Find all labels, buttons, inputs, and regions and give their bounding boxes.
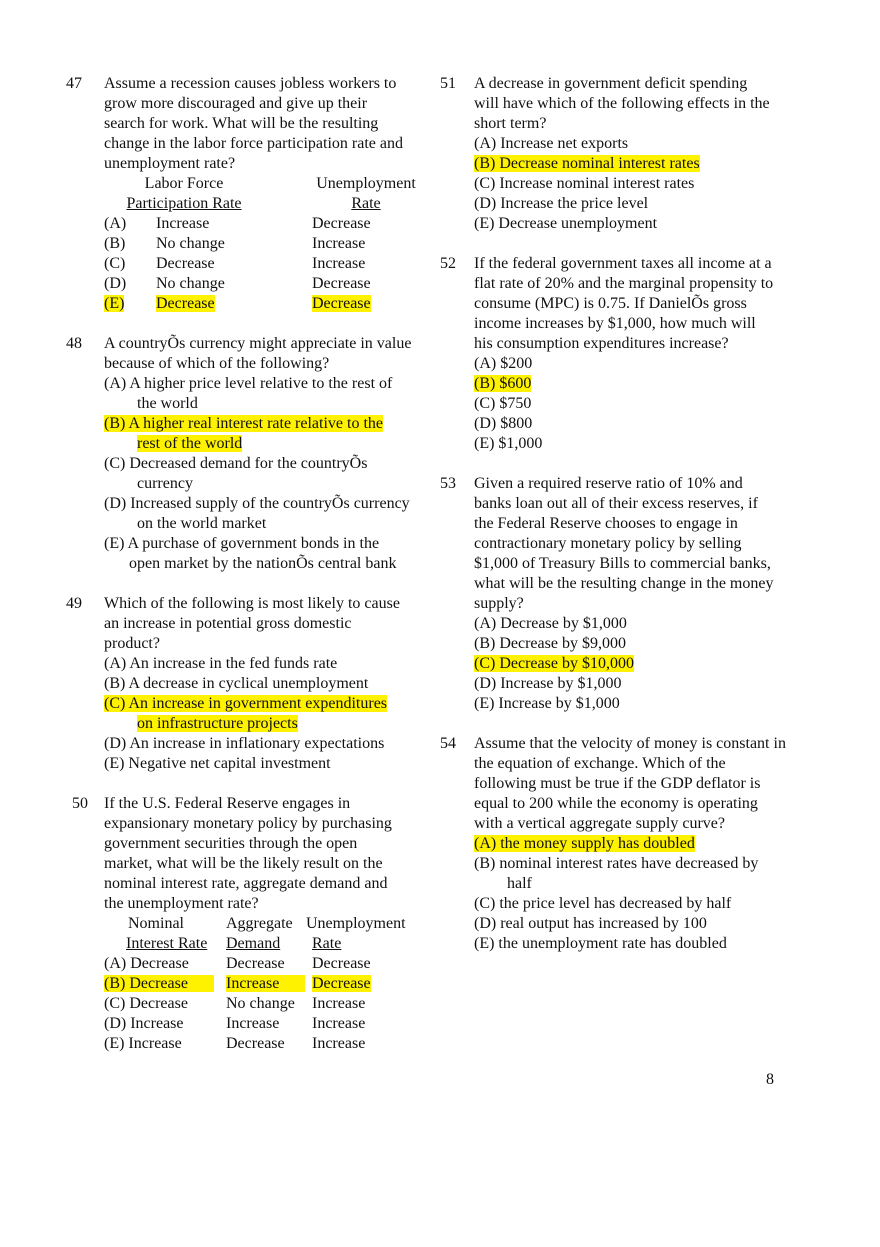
option-a[interactable]: (A) Decrease by $1,000 bbox=[474, 615, 627, 632]
option-a[interactable]: (A) Increase net exports bbox=[474, 135, 629, 152]
option-b[interactable]: (B) A decrease in cyclical unemployment bbox=[104, 675, 369, 692]
option-c-correct[interactable]: (C) An increase in government expenditures on infrastructure projects bbox=[104, 695, 388, 732]
option-e[interactable]: (E) A purchase of government bonds in the open market by the nationÕs central bank bbox=[104, 535, 397, 572]
stem-line: will have which of the following effects in the bbox=[474, 95, 770, 112]
cell: Increase bbox=[226, 1015, 280, 1032]
cell: Decrease bbox=[312, 975, 371, 992]
option-c[interactable]: (C) the price level has decreased by half bbox=[474, 895, 732, 912]
cell: Increase bbox=[156, 215, 210, 232]
answer-table bbox=[104, 174, 444, 314]
question-53 bbox=[438, 474, 818, 714]
table-row-correct[interactable] bbox=[104, 294, 444, 314]
option-b-correct[interactable]: (B) A higher real interest rate relative to the rest of the world bbox=[104, 415, 383, 452]
table-row[interactable] bbox=[104, 1014, 444, 1034]
stem-line: If the U.S. Federal Reserve engages in bbox=[104, 795, 351, 812]
column-header: Nominal bbox=[128, 915, 184, 932]
cell: Decrease bbox=[312, 955, 371, 972]
stem-line: with a vertical aggregate supply curve? bbox=[474, 815, 725, 832]
stem-line: Assume that the velocity of money is constant in bbox=[474, 735, 786, 752]
option-d[interactable]: (D) An increase in inflationary expectations bbox=[104, 735, 385, 752]
table-row[interactable] bbox=[104, 994, 444, 1014]
stem-line: Which of the following is most likely to cause bbox=[104, 595, 400, 612]
table-row[interactable] bbox=[104, 214, 444, 234]
stem-line: unemployment rate? bbox=[104, 155, 236, 172]
stem-line: A decrease in government deficit spending bbox=[474, 75, 748, 92]
option-c-correct[interactable]: (C) Decrease by $10,000 bbox=[474, 655, 634, 672]
option-a[interactable]: (A) A higher price level relative to the rest of the world bbox=[104, 375, 393, 412]
cell: Increase bbox=[312, 1035, 366, 1052]
table-row[interactable] bbox=[104, 954, 444, 974]
left-column bbox=[64, 74, 444, 1074]
table-header-row bbox=[104, 914, 444, 934]
table-header-row bbox=[104, 934, 444, 954]
option-letter: (B) bbox=[104, 235, 126, 252]
cell: Increase bbox=[226, 975, 305, 992]
stem-line: banks loan out all of their excess reserves, if bbox=[474, 495, 758, 512]
stem-line: flat rate of 20% and the marginal propensity to bbox=[474, 275, 774, 292]
cell: Decrease bbox=[226, 1035, 285, 1052]
question-number: 47 bbox=[66, 75, 82, 92]
cell: Increase bbox=[312, 995, 366, 1012]
cell: Decrease bbox=[156, 295, 215, 312]
option-b-correct[interactable]: (B) Decrease nominal interest rates bbox=[474, 155, 700, 172]
option-b[interactable]: (B) Decrease by $9,000 bbox=[474, 635, 626, 652]
option-d[interactable]: (D) Increase by $1,000 bbox=[474, 675, 622, 692]
cell: Decrease bbox=[312, 215, 371, 232]
table-header-row bbox=[104, 194, 444, 214]
option-e[interactable]: (E) Decrease unemployment bbox=[474, 215, 658, 232]
cell: No change bbox=[226, 995, 295, 1012]
page-number: 8 bbox=[766, 1071, 774, 1088]
stem-line: contractionary monetary policy by selling bbox=[474, 535, 742, 552]
cell: (B) Decrease bbox=[104, 975, 214, 992]
stem-line: government securities through the open bbox=[104, 835, 358, 852]
option-c[interactable]: (C) Increase nominal interest rates bbox=[474, 175, 695, 192]
cell: Decrease bbox=[312, 295, 371, 312]
stem-line: market, what will be the likely result on the bbox=[104, 855, 383, 872]
table-row[interactable] bbox=[104, 254, 444, 274]
table-row-correct[interactable] bbox=[104, 974, 444, 994]
question-number: 52 bbox=[440, 255, 456, 272]
column-header: Aggregate bbox=[226, 915, 293, 932]
option-d[interactable]: (D) Increased supply of the countryÕs currency on the world market bbox=[104, 495, 410, 532]
option-letter: (D) bbox=[104, 275, 127, 292]
stem-line: search for work. What will be the resulting bbox=[104, 115, 379, 132]
option-e[interactable]: (E) Negative net capital investment bbox=[104, 755, 331, 772]
stem-line: income increases by $1,000, how much will bbox=[474, 315, 756, 332]
option-e[interactable]: (E) Increase by $1,000 bbox=[474, 695, 620, 712]
cell: Decrease bbox=[156, 255, 215, 272]
stem-line: his consumption expenditures increase? bbox=[474, 335, 729, 352]
question-number: 54 bbox=[440, 735, 456, 752]
option-a-correct[interactable]: (A) the money supply has doubled bbox=[474, 835, 695, 852]
cell: Increase bbox=[312, 235, 366, 252]
option-d[interactable]: (D) real output has increased by 100 bbox=[474, 915, 707, 932]
stem-line: following must be true if the GDP deflator is bbox=[474, 775, 761, 792]
question-47 bbox=[64, 74, 444, 314]
option-a[interactable]: (A) $200 bbox=[474, 355, 533, 372]
cell: Decrease bbox=[226, 955, 285, 972]
option-e[interactable]: (E) $1,000 bbox=[474, 435, 543, 452]
stem-line: the equation of exchange. Which of the bbox=[474, 755, 726, 772]
stem-line: what will be the resulting change in the money bbox=[474, 575, 774, 592]
question-number: 51 bbox=[440, 75, 456, 92]
option-b[interactable]: (B) nominal interest rates have decreased by half bbox=[474, 855, 759, 892]
question-49 bbox=[64, 594, 444, 774]
question-54 bbox=[438, 734, 818, 954]
stem-line: the unemployment rate? bbox=[104, 895, 259, 912]
stem-line: Given a required reserve ratio of 10% and bbox=[474, 475, 743, 492]
column-header: Demand bbox=[226, 935, 281, 952]
option-b-correct[interactable]: (B) $600 bbox=[474, 375, 532, 392]
question-52 bbox=[438, 254, 818, 454]
option-d[interactable]: (D) Increase the price level bbox=[474, 195, 649, 212]
option-e[interactable]: (E) the unemployment rate has doubled bbox=[474, 935, 727, 952]
question-number: 48 bbox=[66, 335, 82, 352]
column-header: Labor Force bbox=[144, 175, 224, 192]
column-header: Unemployment bbox=[316, 175, 416, 192]
question-number: 49 bbox=[66, 595, 82, 612]
right-column bbox=[438, 74, 818, 974]
column-header: Interest Rate bbox=[126, 935, 208, 952]
question-50 bbox=[64, 794, 444, 1054]
option-letter: (C) bbox=[104, 255, 126, 272]
cell: Decrease bbox=[312, 275, 371, 292]
stem-line: the Federal Reserve chooses to engage in bbox=[474, 515, 738, 532]
stem-line: an increase in potential gross domestic bbox=[104, 615, 352, 632]
question-51 bbox=[438, 74, 818, 234]
table-row[interactable] bbox=[104, 1034, 444, 1054]
stem-line: If the federal government taxes all income at a bbox=[474, 255, 772, 272]
stem-line: grow more discouraged and give up their bbox=[104, 95, 368, 112]
answer-table bbox=[104, 914, 444, 1054]
option-c[interactable]: (C) $750 bbox=[474, 395, 532, 412]
cell: No change bbox=[156, 275, 225, 292]
option-a[interactable]: (A) An increase in the fed funds rate bbox=[104, 655, 338, 672]
question-48 bbox=[64, 334, 444, 574]
option-c[interactable]: (C) Decreased demand for the countryÕs currency bbox=[104, 455, 368, 492]
stem-line: product? bbox=[104, 635, 160, 652]
stem-line: $1,000 of Treasury Bills to commercial banks, bbox=[474, 555, 771, 572]
stem-line: because of which of the following? bbox=[104, 355, 330, 372]
stem-line: change in the labor force participation rate and bbox=[104, 135, 403, 152]
cell: (C) Decrease bbox=[104, 995, 188, 1012]
option-d[interactable]: (D) $800 bbox=[474, 415, 533, 432]
stem-line: Assume a recession causes jobless workers to bbox=[104, 75, 397, 92]
stem-line: short term? bbox=[474, 115, 547, 132]
question-number: 50 bbox=[72, 795, 88, 812]
column-header: Rate bbox=[351, 195, 381, 212]
stem-line: consume (MPC) is 0.75. If DanielÕs gross bbox=[474, 295, 747, 312]
table-header-row bbox=[104, 174, 444, 194]
stem-line: nominal interest rate, aggregate demand and bbox=[104, 875, 388, 892]
cell: No change bbox=[156, 235, 225, 252]
cell: (A) Decrease bbox=[104, 955, 189, 972]
option-letter: (E) bbox=[104, 295, 125, 312]
stem-line: expansionary monetary policy by purchasing bbox=[104, 815, 392, 832]
table-row[interactable] bbox=[104, 274, 444, 294]
cell: (E) Increase bbox=[104, 1035, 182, 1052]
column-header: Rate bbox=[312, 935, 342, 952]
table-row[interactable] bbox=[104, 234, 444, 254]
cell: Increase bbox=[312, 255, 366, 272]
stem-line: equal to 200 while the economy is operating bbox=[474, 795, 758, 812]
cell: Increase bbox=[312, 1015, 366, 1032]
option-letter: (A) bbox=[104, 215, 127, 232]
stem-line: A countryÕs currency might appreciate in value bbox=[104, 335, 412, 352]
question-number: 53 bbox=[440, 475, 456, 492]
cell: (D) Increase bbox=[104, 1015, 184, 1032]
column-header: Participation Rate bbox=[126, 195, 242, 212]
stem-line: supply? bbox=[474, 595, 524, 612]
column-header: Unemployment bbox=[306, 915, 406, 932]
